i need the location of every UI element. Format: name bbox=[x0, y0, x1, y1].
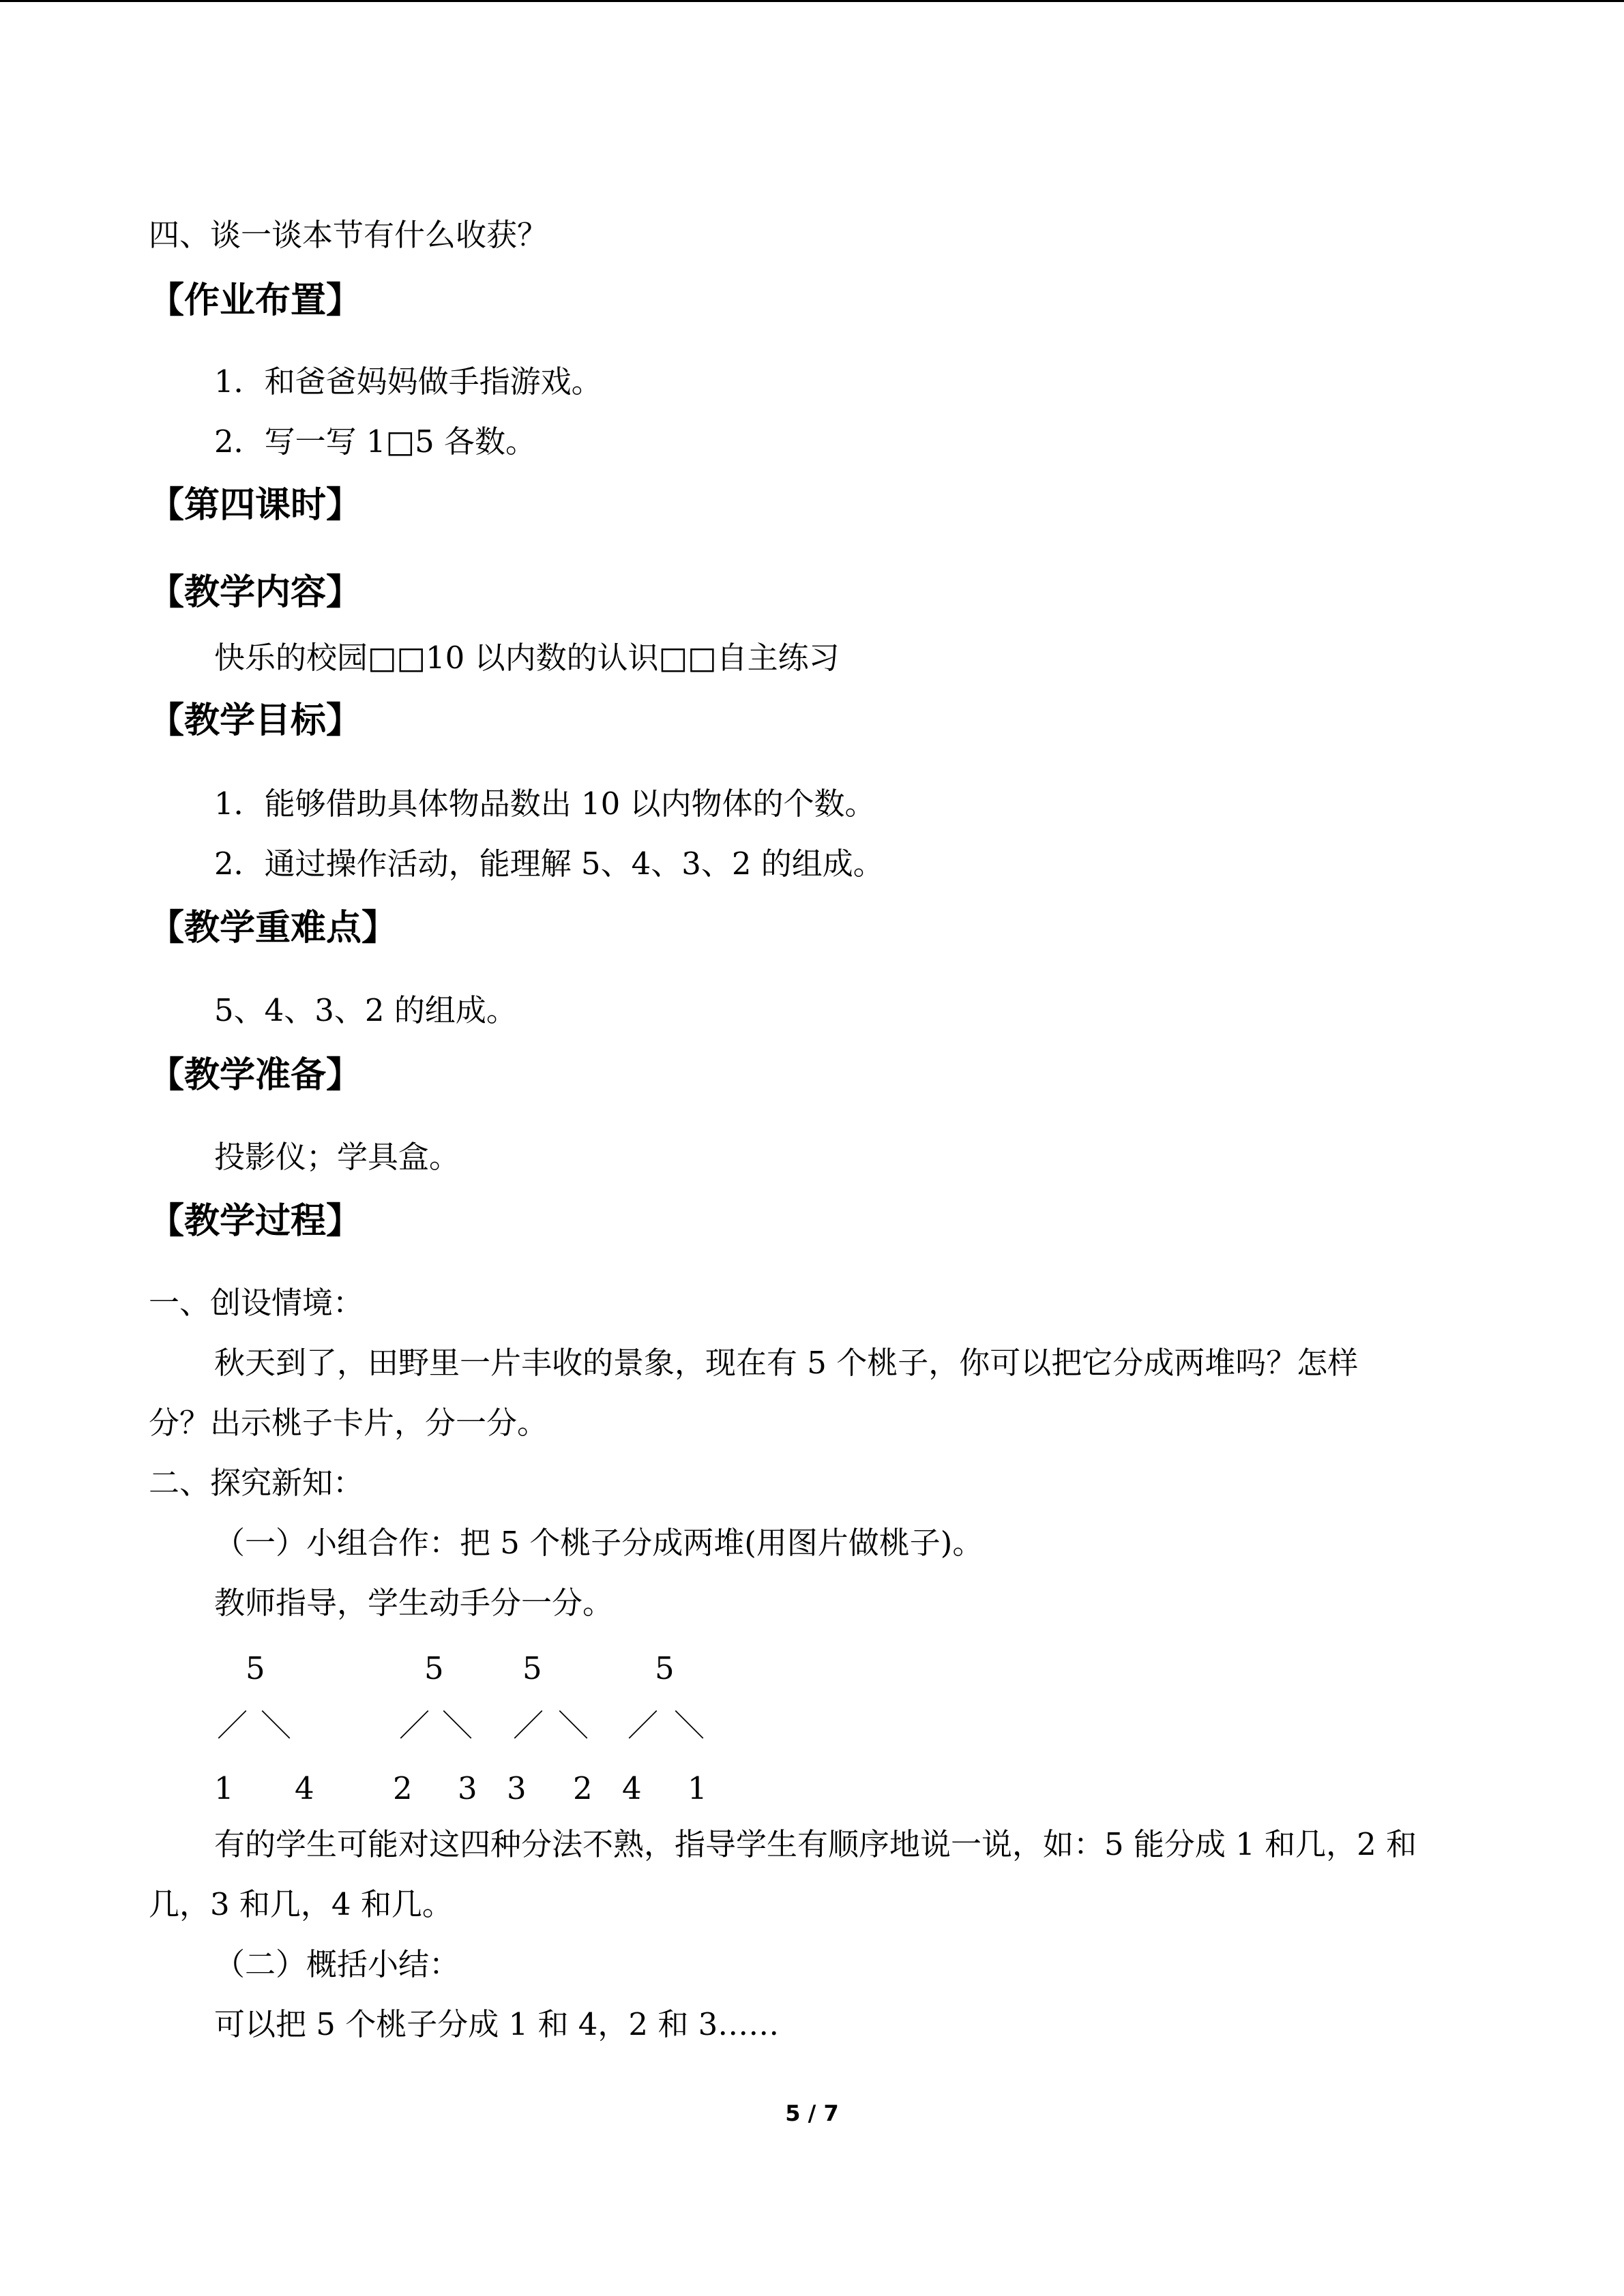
split-part-b: 4 bbox=[295, 1770, 314, 1806]
step-two-subsection-1: （一）小组合作：把 5 个桃子分成两堆(用图片做桃子)。 bbox=[214, 1525, 984, 1561]
split-right-slash: ＼ bbox=[558, 1708, 589, 1744]
homework-heading: 【作业布置】 bbox=[149, 280, 362, 321]
prep-heading: 【教学准备】 bbox=[149, 1055, 362, 1096]
step-one-text-line-1: 秋天到了，田野里一片丰收的景象，现在有 5 个桃子，你可以把它分成两堆吗？怎样 bbox=[214, 1345, 1359, 1381]
top-border bbox=[0, 0, 1624, 2]
step-one-title: 一、创设情境： bbox=[149, 1285, 364, 1321]
split-total: 5 bbox=[246, 1650, 265, 1686]
split-part-b: 1 bbox=[688, 1770, 707, 1806]
page-number: 5 / 7 bbox=[785, 2100, 839, 2126]
split-left-slash: ／ bbox=[628, 1708, 659, 1744]
split-left-slash: ／ bbox=[399, 1708, 430, 1744]
step-two-guide: 教师指导，学生动手分一分。 bbox=[214, 1585, 614, 1621]
split-right-slash: ＼ bbox=[674, 1708, 705, 1744]
split-part-a: 2 bbox=[393, 1770, 413, 1806]
split-part-b: 2 bbox=[573, 1770, 593, 1806]
split-total: 5 bbox=[424, 1650, 444, 1686]
lesson-four-heading: 【第四课时】 bbox=[149, 485, 362, 526]
split-part-b: 3 bbox=[458, 1770, 477, 1806]
step-two-subsection-2: （二）概括小结： bbox=[214, 1946, 460, 1982]
content-heading: 【教学内容】 bbox=[149, 572, 362, 613]
goal-item-1: 1．能够借助具体物品数出 10 以内物体的个数。 bbox=[214, 786, 876, 822]
split-right-slash: ＼ bbox=[442, 1708, 473, 1744]
step-two-summary: 可以把 5 个桃子分成 1 和 4，2 和 3…… bbox=[214, 2006, 780, 2042]
step-two-note-line-2: 几，3 和几，4 和几。 bbox=[149, 1886, 453, 1922]
goal-item-2: 2．通过操作活动，能理解 5、4、3、2 的组成。 bbox=[214, 846, 884, 882]
keypoints-text: 5、4、3、2 的组成。 bbox=[214, 992, 517, 1028]
split-right-slash: ＼ bbox=[261, 1708, 292, 1744]
prep-text: 投影仪；学具盒。 bbox=[214, 1139, 460, 1175]
split-part-a: 3 bbox=[507, 1770, 527, 1806]
step-one-text-line-2: 分？出示桃子卡片，分一分。 bbox=[149, 1405, 548, 1441]
content-text: 快乐的校园□□10 以内数的认识□□自主练习 bbox=[214, 640, 840, 676]
keypoints-heading: 【教学重难点】 bbox=[149, 908, 398, 949]
step-two-note-line-1: 有的学生可能对这四种分法不熟，指导学生有顺序地说一说，如：5 能分成 1 和几，2 和 bbox=[214, 1826, 1417, 1862]
step-two-title: 二、探究新知： bbox=[149, 1465, 364, 1501]
process-heading: 【教学过程】 bbox=[149, 1201, 362, 1242]
split-part-a: 1 bbox=[214, 1770, 234, 1806]
split-total: 5 bbox=[655, 1650, 675, 1686]
goals-heading: 【教学目标】 bbox=[149, 700, 362, 741]
split-left-slash: ／ bbox=[217, 1708, 248, 1744]
section-four-title: 四、谈一谈本节有什么收获？ bbox=[149, 217, 548, 253]
homework-item-2: 2．写一写 1□5 各数。 bbox=[214, 423, 537, 460]
split-left-slash: ／ bbox=[513, 1708, 544, 1744]
split-total: 5 bbox=[522, 1650, 542, 1686]
split-part-a: 4 bbox=[622, 1770, 642, 1806]
homework-item-1: 1．和爸爸妈妈做手指游戏。 bbox=[214, 363, 602, 400]
